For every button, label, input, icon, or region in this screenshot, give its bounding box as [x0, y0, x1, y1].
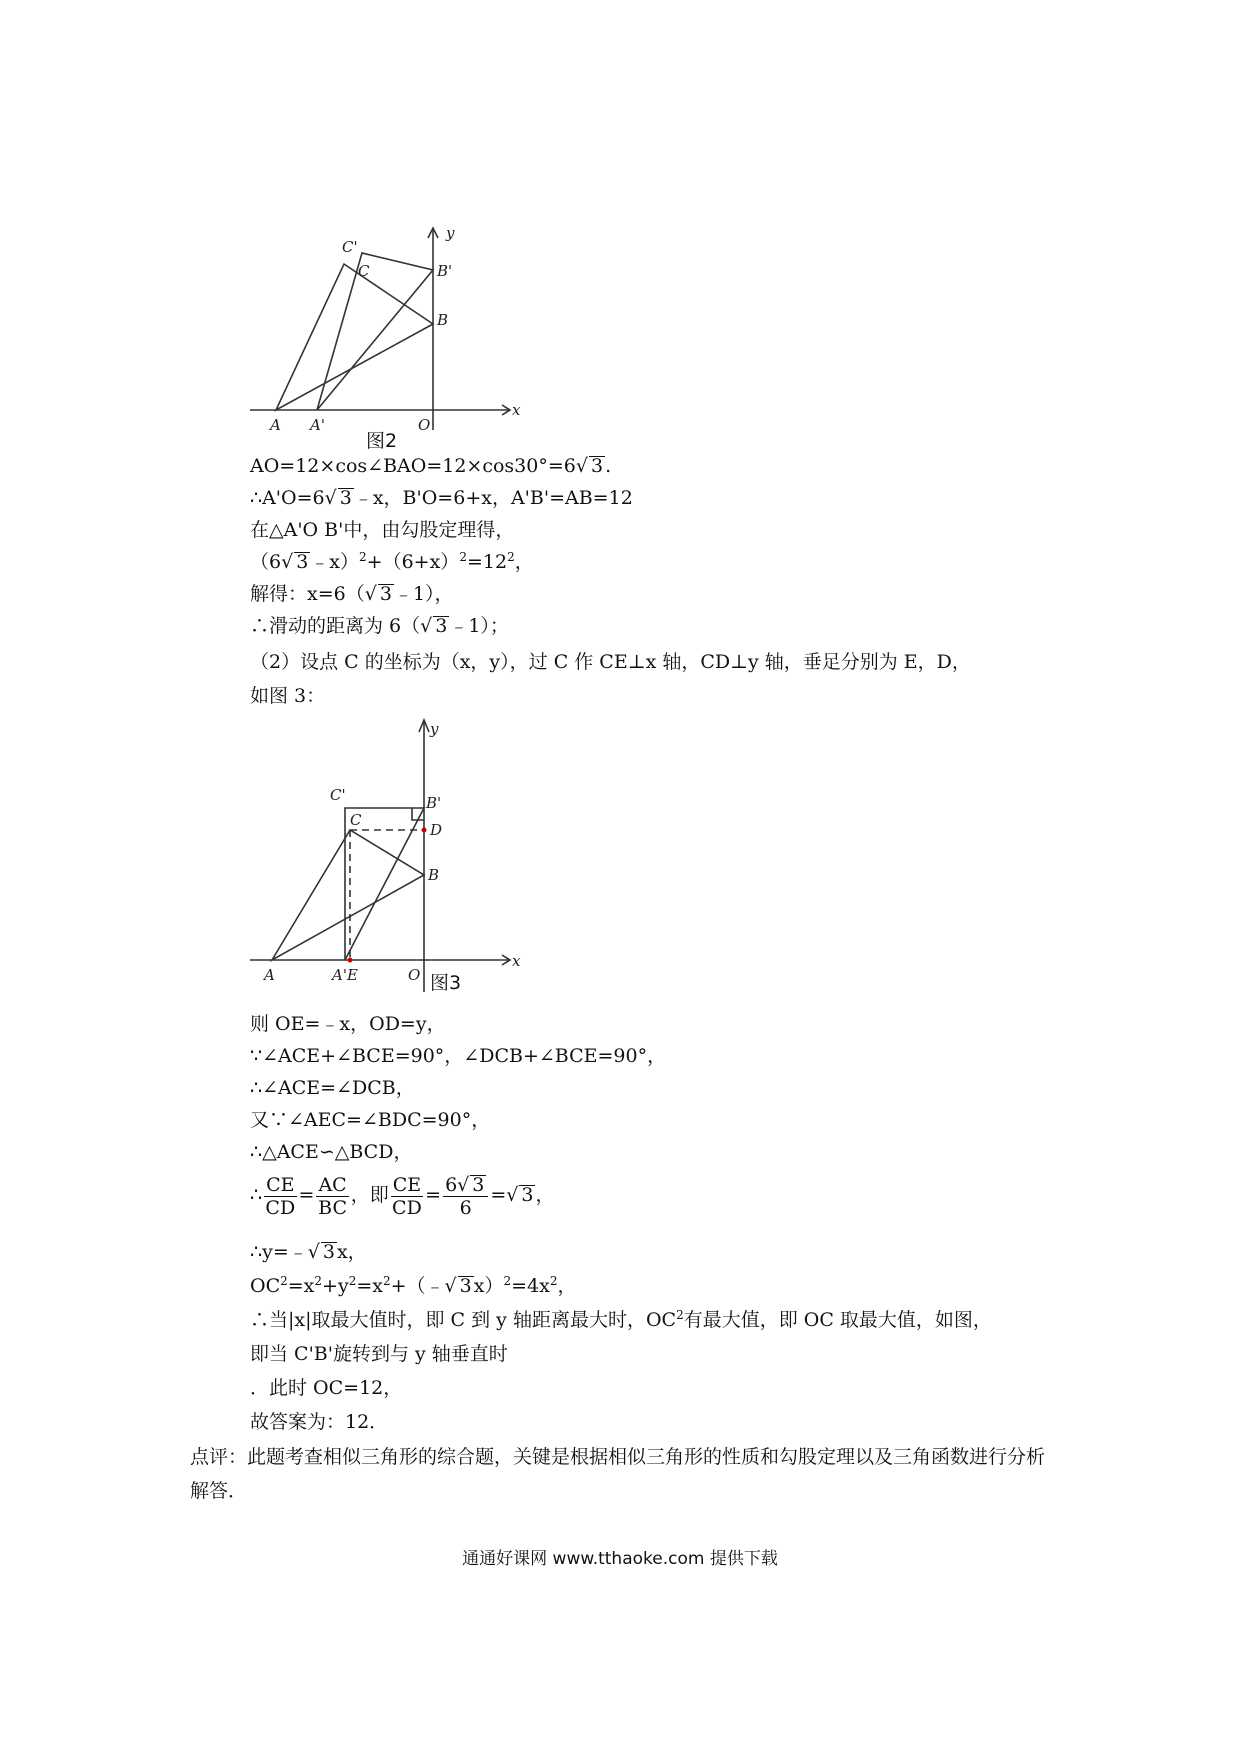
- solution-line-3: 在△A'O B'中，由勾股定理得，: [250, 519, 515, 541]
- fig3-label-c-prime: C': [330, 786, 346, 804]
- page-footer: 通通好课网 www.tthaoke.com 提供下载: [462, 1549, 778, 1569]
- solution-line-11: ∴∠ACE=∠DCB，: [250, 1077, 415, 1099]
- solution-line-13: ∴△ACE∽△BCD，: [250, 1141, 413, 1163]
- solution-line-17: ∴当|x|取最大值时，即 C 到 y 轴距离最大时，$OC^2$有最大值，即 OC 取最大值，如图，: [250, 1308, 992, 1331]
- fig3-label-b: B: [428, 866, 440, 884]
- fraction-ce-cd: $\frac{CE}{CD}$: [265, 1173, 296, 1219]
- fig2-label-o: O: [418, 416, 431, 434]
- figure-2-caption: 图2: [366, 430, 398, 452]
- fig3-label-d: D: [430, 821, 443, 839]
- fig2-label-c-prime: C': [342, 238, 358, 256]
- fig3-label-x: x: [512, 952, 521, 970]
- solution-line-19: ．此时 OC=12，: [250, 1377, 403, 1399]
- solution-line-12: 又∵∠AEC=∠BDC=90°，: [250, 1109, 491, 1131]
- fig2-label-b-prime: B': [437, 262, 453, 280]
- fig2-label-a-prime: A': [310, 416, 325, 434]
- solution-line-14: ∴ $\frac{CE}{CD}$ = $\frac{AC}{BC}$ ，即 $\frac{CE}{CD}$ = $\frac{6√ 3}{6}$ =√ 3 ，: [250, 1173, 555, 1219]
- solution-line-10: ∵∠ACE+∠BCE=90°，∠DCB+∠BCE=90°，: [250, 1045, 667, 1067]
- solution-line-5: 解得：x=6（√ 3 ﹣1），: [250, 583, 454, 605]
- solution-line-20: 故答案为：12．: [250, 1411, 389, 1433]
- fraction-ac-bc: $\frac{AC}{BC}$: [318, 1173, 347, 1219]
- fig3-label-b-prime: B': [426, 794, 442, 812]
- solution-line-16: $OC^2=x^2+y^2=x^2+(﹣√$ 3 $x)^2=4x^2$，: [250, 1274, 577, 1297]
- solution-line-18: 即当 C'B'旋转到与 y 轴垂直时: [250, 1343, 508, 1365]
- fig3-label-o: O: [408, 966, 421, 984]
- solution-line-15: ∴y=﹣√ 3 x，: [250, 1241, 367, 1263]
- fig2-label-b: B: [437, 311, 449, 329]
- solution-line-2: ∴A'O=6√ 3 ﹣x，B'O=6+x，A'B'=AB=12: [250, 487, 633, 509]
- fig2-label-a: A: [270, 416, 281, 434]
- fig2-label-x: x: [512, 401, 521, 419]
- fig2-label-y: y: [446, 224, 455, 242]
- fig3-label-a-prime-e: A'E: [332, 966, 358, 984]
- solution-line-4: （6√ 3 $﹣x)^2+(6+x)^2=12^2$，: [250, 550, 534, 573]
- fraction-ce-cd-2: $\frac{CE}{CD}$: [392, 1173, 422, 1219]
- fig2-label-c: C: [358, 262, 370, 280]
- solution-line-6: ∴滑动的距离为 6（√ 3 ﹣1）；: [250, 615, 509, 637]
- comment-paragraph: 点评：此题考查相似三角形的综合题，关键是根据相似三角形的性质和勾股定理以及三角函数进行分析解答．: [190, 1446, 1046, 1502]
- solution-line-8: 如图 3：: [250, 685, 326, 707]
- figure-3-diagram: [240, 710, 530, 1010]
- figure-3-caption: 图3: [430, 972, 462, 994]
- solution-line-7: （2）设点 C 的坐标为（x，y），过 C 作 CE⊥x 轴，CD⊥y 轴，垂足分别为 E，D，: [250, 651, 971, 673]
- fig3-label-c: C: [350, 811, 362, 829]
- fig3-label-a: A: [264, 966, 275, 984]
- solution-line-1: AO=12×cos∠BAO=12×cos30°=6√ 3 .: [250, 455, 612, 477]
- figure-2-diagram: [240, 220, 530, 440]
- solution-line-9: 则 OE=﹣x，OD=y，: [250, 1013, 446, 1035]
- fraction-6root3-6: $\frac{6√ 3}{6}$: [443, 1174, 488, 1219]
- fig3-label-y: y: [430, 720, 439, 738]
